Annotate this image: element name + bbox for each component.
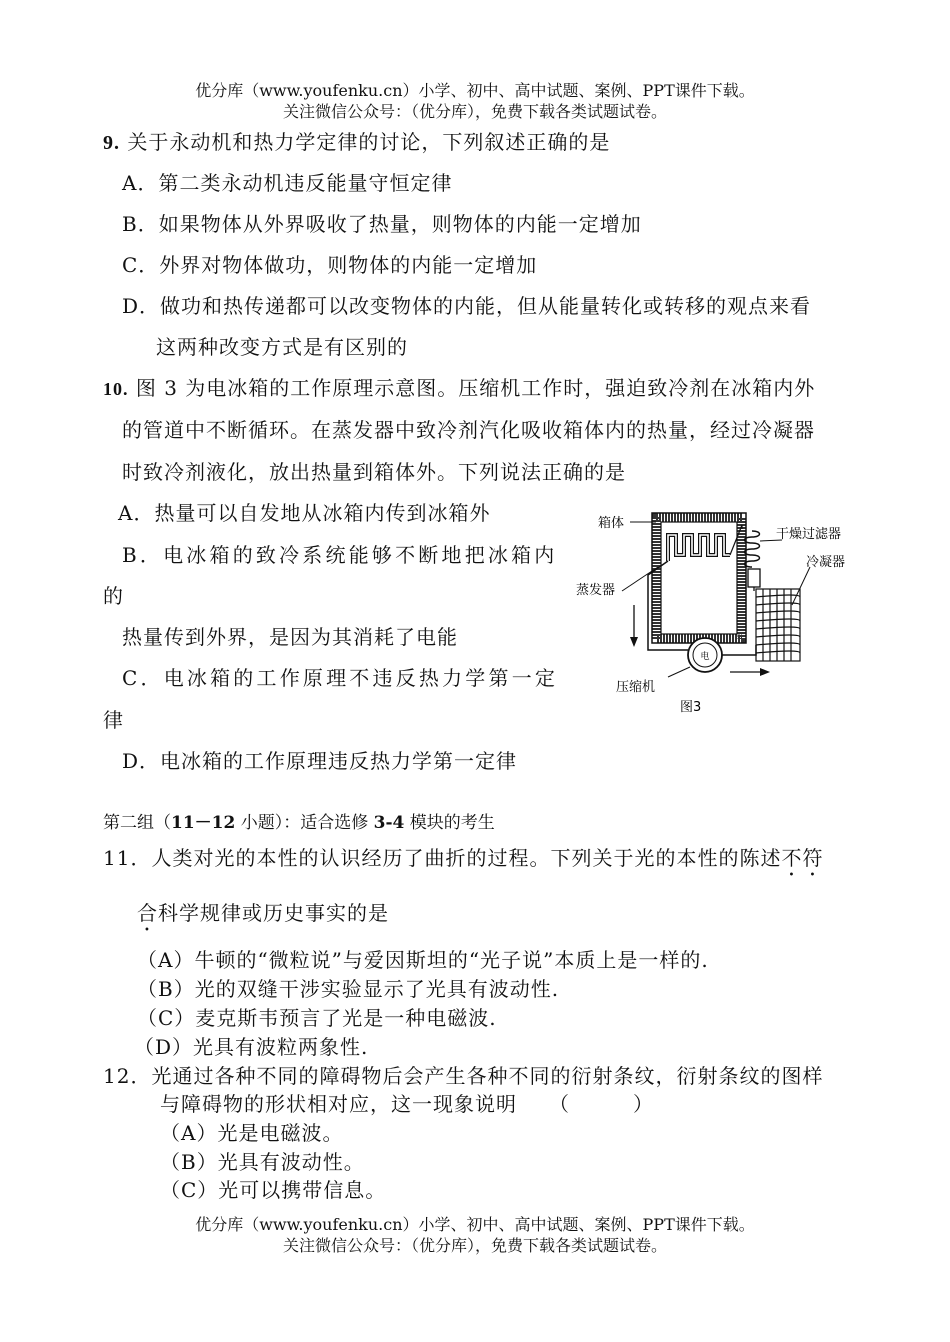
fridge-diagram [570,505,870,725]
group-2-module: 3-4 [373,813,405,833]
q10-stem-line-2: 的管道中不断循环。在蒸发器中致冷剂汽化吸收箱体内的热量，经过冷凝器 [122,418,815,442]
q9-stem [103,126,610,155]
q11-stem-line-2 [137,897,389,936]
dryer-filter [748,569,760,587]
header-line-2: 关注微信公众号：（优分库），免费下载各类试题试卷。 [282,102,667,121]
q10-option-a: A．热量可以自发地从冰箱内传到冰箱外 [118,501,491,525]
q12-stem-line-1 [103,1060,823,1089]
q9-option-b: B．如果物体从外界吸收了热量，则物体的内能一定增加 [122,212,642,236]
q10-stem-line-1 [103,372,815,401]
fig-label-compressor: 压缩机 [616,680,656,695]
q12-number: 12． [103,1064,152,1088]
group-2-prefix: 第二组（ [103,813,171,833]
q10-option-b-cont: 热量传到外界，是因为其消耗了电能 [122,625,458,649]
group-2-heading [103,808,495,833]
q9-option-d: D．做功和热传递都可以改变物体的内能，但从能量转化或转移的观点来看 [122,294,812,318]
q9-option-d-cont: 这两种改变方式是有区别的 [156,335,408,359]
group-2-suffix: 模块的考生 [404,813,495,833]
q11-emphasis-2: 合 [137,901,158,925]
q11-option-d: （D）光具有波粒两象性. [134,1035,369,1059]
fig-label-condenser: 冷凝器 [806,555,846,570]
evaporator-coil [668,535,730,561]
q11-number: 11． [103,846,152,870]
fig-label-evaporator: 蒸发器 [576,583,616,598]
q12-stem-text: 光通过各种不同的障碍物后会产生各种不同的衍射条纹，衍射条纹的图样 [151,1064,824,1088]
q11-stem-text-2: 科学规律或历史事实的是 [158,901,389,925]
q10-number: 10. [103,379,129,399]
group-2-middle: 小题）：适合选修 [235,813,374,833]
q11-emphasis: 不符 [781,846,824,870]
svg-text:电: 电 [700,652,710,662]
q10-option-b: B．电冰箱的致冷系统能够不断地把冰箱内 [122,543,558,567]
q10-option-b-wrap: 的 [103,584,124,608]
q10-stem-line-3: 时致冷剂液化，放出热量到箱体外。下列说法正确的是 [122,460,626,484]
q9-option-a: A．第二类永动机违反能量守恒定律 [122,171,453,195]
fig-label-dryer: 干燥过滤器 [776,527,842,542]
header-line-1: 优分库（www.youfenku.cn）小学、初中、高中试题、案例、PPT课件下载。 [195,81,755,100]
q9-stem-text: 关于永动机和热力学定律的讨论，下列叙述正确的是 [127,130,611,154]
q11-option-b: （B）光的双缝干涉实验显示了光具有波动性. [137,977,560,1001]
q10-option-c: C．电冰箱的工作原理不违反热力学第一定 [122,666,559,690]
q10-stem-text-1: 图 3 为电冰箱的工作原理示意图。压缩机工作时，强迫致冷剂在冰箱内外 [135,376,816,400]
condenser-grid [756,589,800,661]
footer-line-2: 关注微信公众号：（优分库），免费下载各类试题试卷。 [282,1236,667,1255]
q12-stem-line-2: 与障碍物的形状相对应，这一现象说明 （ ） [160,1092,654,1116]
q9-number: 9. [103,132,120,154]
q12-option-b: （B）光具有波动性。 [160,1150,365,1174]
q12-option-a: （A）光是电磁波。 [160,1121,344,1145]
q11-stem-line-1 [103,842,823,881]
q9-option-c: C．外界对物体做功，则物体的内能一定增加 [122,253,538,277]
group-2-range: 11－12 [171,813,236,833]
q10-option-d: D．电冰箱的工作原理违反热力学第一定律 [122,749,518,773]
q11-option-c: （C）麦克斯韦预言了光是一种电磁波. [137,1006,497,1030]
q12-option-c: （C）光可以携带信息。 [160,1178,387,1202]
fig-label-box: 箱体 [598,516,625,531]
q10-option-c-wrap: 律 [103,708,124,732]
q11-stem-text: 人类对光的本性的认识经历了曲折的过程。下列关于光的本性的陈述 [151,846,782,870]
footer-line-1: 优分库（www.youfenku.cn）小学、初中、高中试题、案例、PPT课件下载。 [195,1215,755,1234]
fig-caption: 图3 [680,700,702,715]
q11-option-a: （A）牛顿的“微粒说”与爱因斯坦的“光子说”本质上是一样的. [137,948,709,972]
